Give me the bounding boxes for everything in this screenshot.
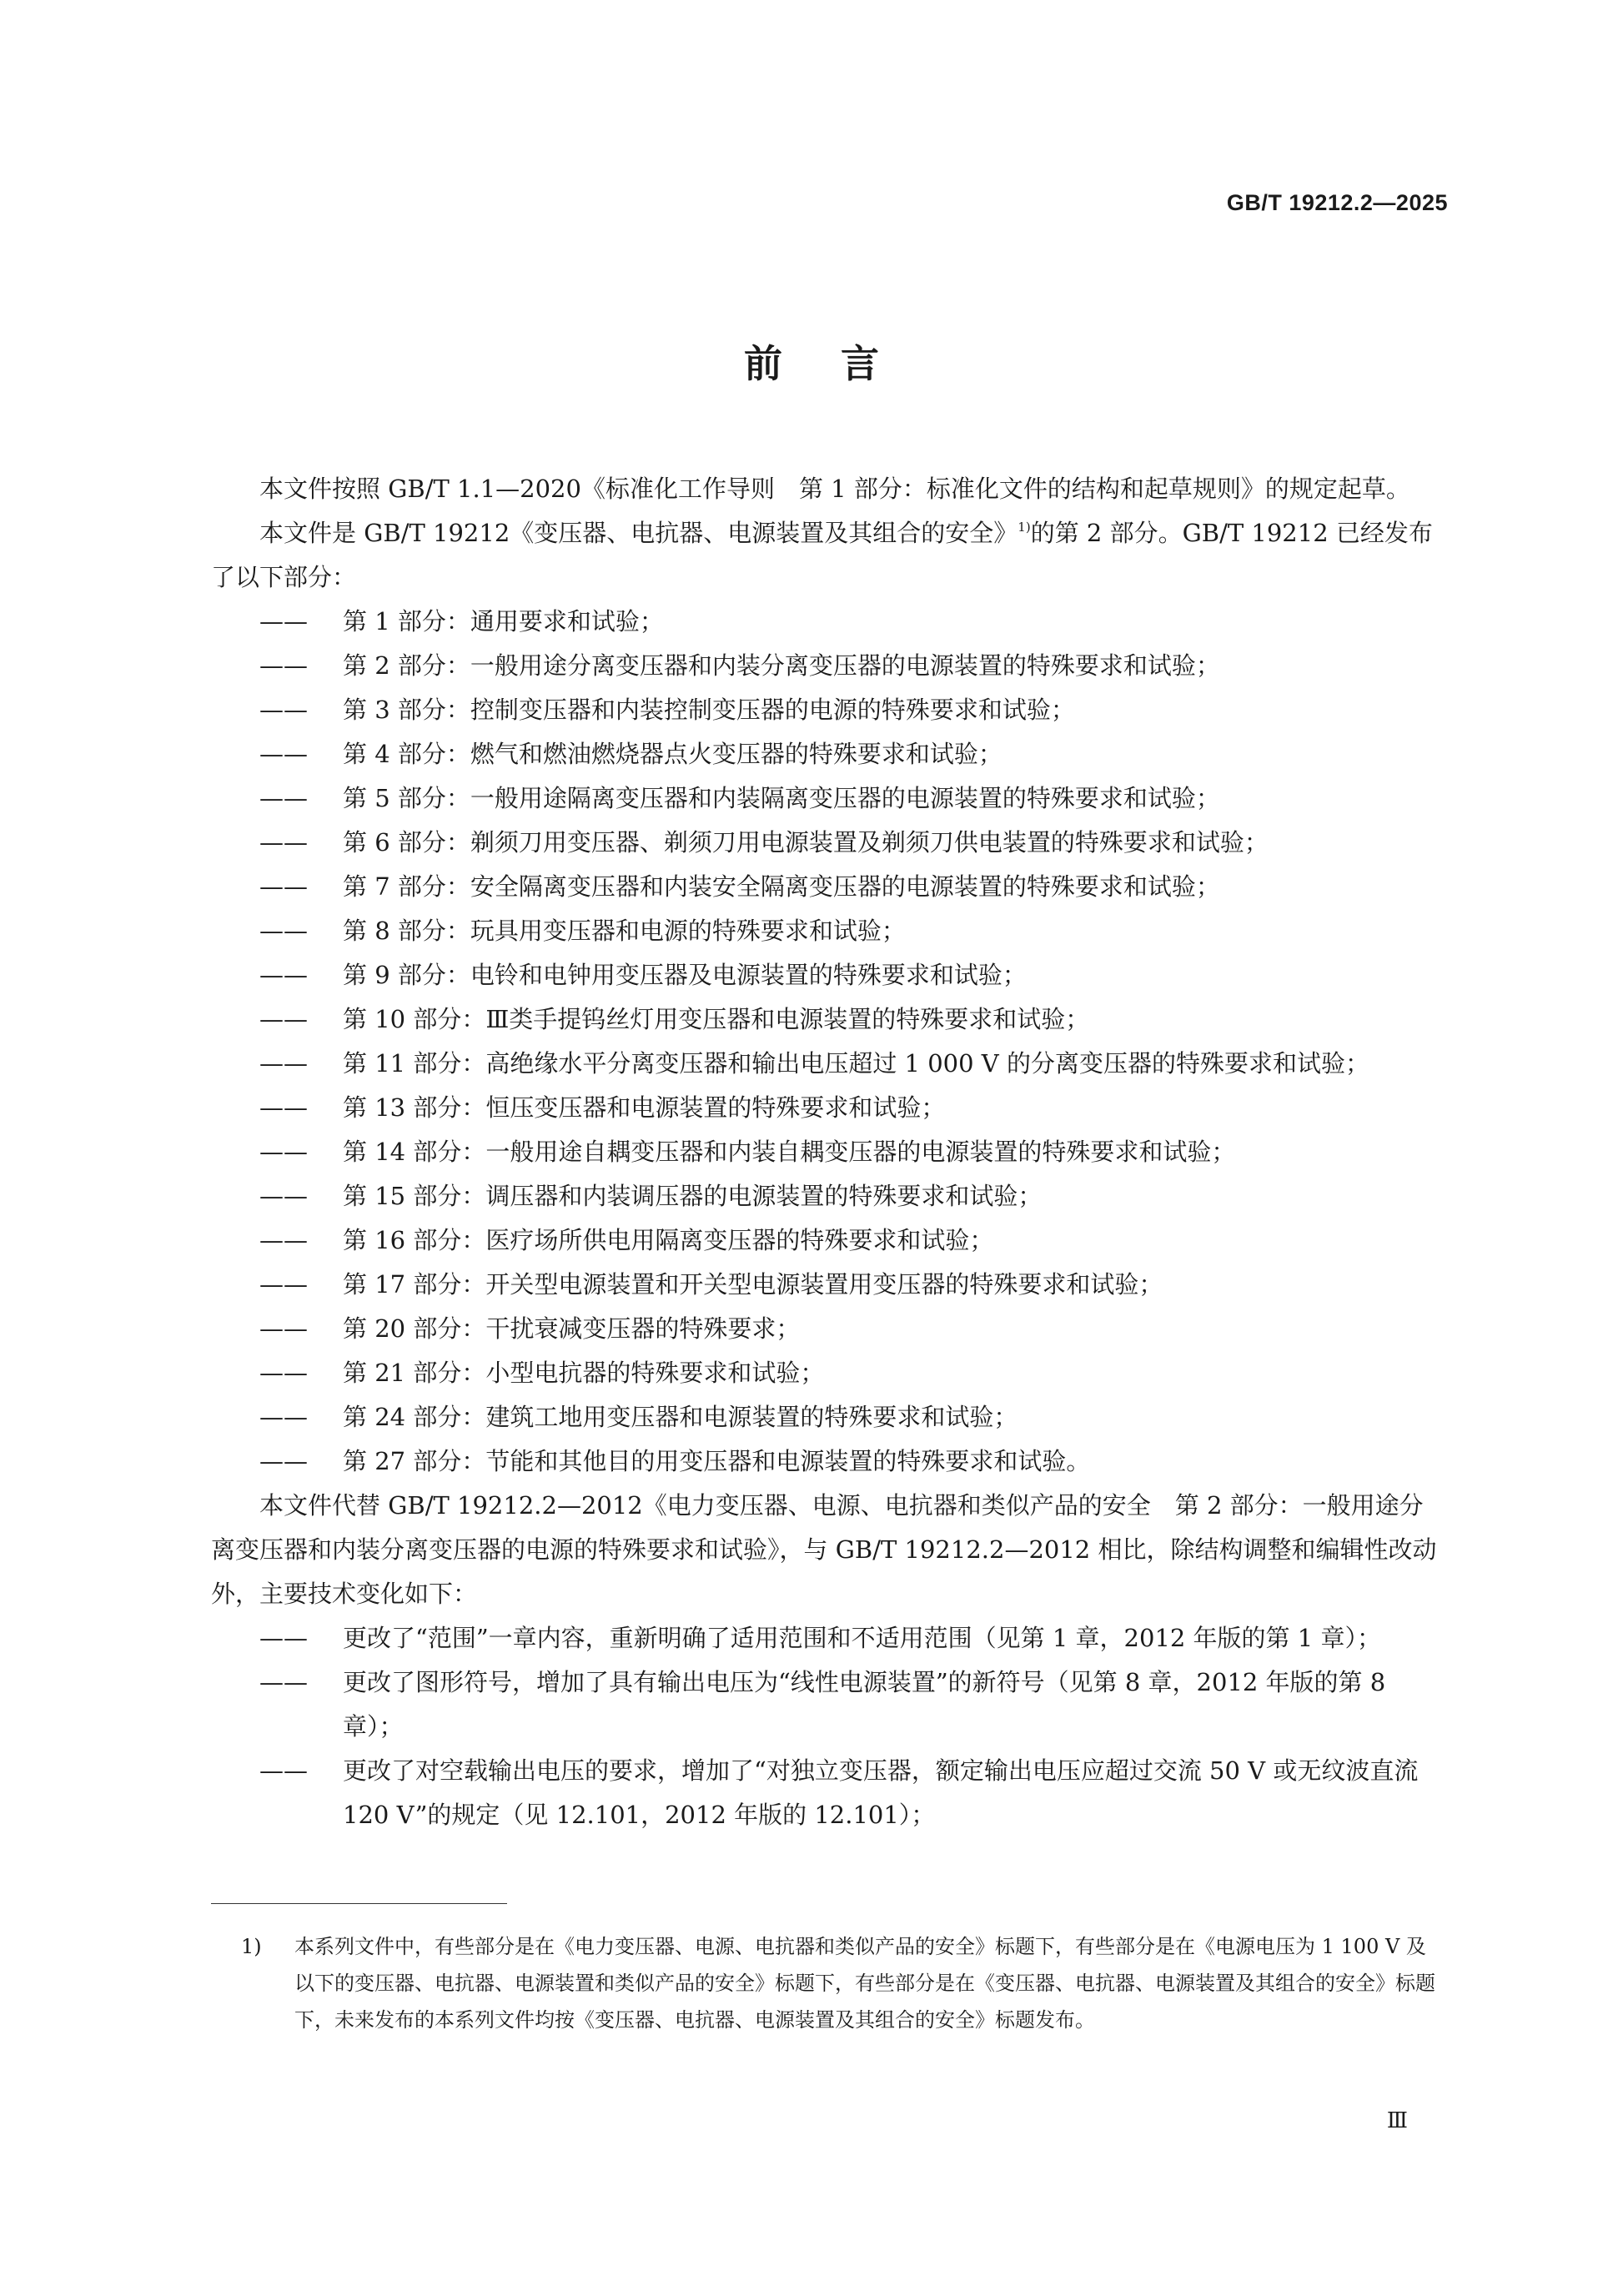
part-item	[259, 953, 1441, 997]
list-dash: ——	[259, 1447, 308, 1475]
part-item	[259, 1042, 1441, 1086]
change-item	[259, 1749, 1441, 1837]
part-item-text: 第 5 部分：一般用途隔离变压器和内装隔离变压器的电源装置的特殊要求和试验；	[343, 784, 1220, 812]
change-item-text: 更改了对空载输出电压的要求，增加了“对独立变压器，额定输出电压应超过交流 50 V 或无纹波直流 120 V”的规定（见 12.101，2012 年版的 12.101）；	[343, 1756, 1419, 1829]
changes-list	[211, 1616, 1441, 1837]
part-item-text: 第 3 部分：控制变压器和内装控制变压器的电源的特殊要求和试验；	[343, 696, 1075, 724]
list-dash: ——	[259, 917, 308, 945]
paragraph-2	[211, 511, 1441, 600]
footnote-mark: 1)	[241, 1935, 262, 1958]
part-item-text: 第 27 部分：节能和其他目的用变压器和电源装置的特殊要求和试验。	[343, 1447, 1091, 1475]
part-item-text: 第 2 部分：一般用途分离变压器和内装分离变压器的电源装置的特殊要求和试验；	[343, 651, 1220, 680]
paragraph-3: 本文件代替 GB/T 19212.2—2012《电力变压器、电源、电抗器和类似产品的安全 第 2 部分：一般用途分离变压器和内装分离变压器的电源的特殊要求和试验》，与 GB/T 19212.2—2012 相比，除结构调整和编辑性改动外，主要技术变化如下：	[211, 1491, 1437, 1608]
list-dash: ——	[259, 651, 308, 680]
standard-number: GB/T 19212.2—2025	[1226, 190, 1448, 215]
part-item-text: 第 1 部分：通用要求和试验；	[343, 607, 664, 636]
list-dash: ——	[259, 1093, 308, 1122]
parts-list	[211, 600, 1441, 1484]
part-item-text: 第 4 部分：燃气和燃油燃烧器点火变压器的特殊要求和试验；	[343, 740, 1002, 768]
list-dash: ——	[259, 828, 308, 857]
footnote-divider	[211, 1903, 507, 1904]
part-item-text: 第 8 部分：玩具用变压器和电源的特殊要求和试验；	[343, 917, 906, 945]
list-dash: ——	[259, 1624, 308, 1652]
part-item-text: 第 9 部分：电铃和电钟用变压器及电源装置的特殊要求和试验；	[343, 961, 1027, 989]
part-item	[259, 1218, 1441, 1263]
part-item	[259, 1174, 1441, 1218]
list-dash: ——	[259, 1756, 308, 1785]
change-item	[259, 1660, 1441, 1749]
list-dash: ——	[259, 1314, 308, 1343]
document-body	[211, 467, 1441, 1837]
paragraph-2-text-a: 本文件是 GB/T 19212《变压器、电抗器、电源装置及其组合的安全》	[259, 519, 1018, 547]
part-item	[259, 732, 1441, 776]
part-item	[259, 1130, 1441, 1174]
list-dash: ——	[259, 1138, 308, 1166]
change-item	[259, 1616, 1441, 1660]
paragraph-1: 本文件按照 GB/T 1.1—2020《标准化工作导则 第 1 部分：标准化文件的结构和起草规则》的规定起草。	[259, 475, 1410, 503]
part-item	[259, 909, 1441, 953]
page-title: 前言	[744, 341, 937, 386]
paragraph-2-text-b: 的第 2 部分。GB/T 19212 已经发布了以下部分：	[211, 519, 1433, 591]
part-item	[259, 865, 1441, 909]
list-dash: ——	[259, 740, 308, 768]
list-dash: ——	[259, 696, 308, 724]
part-item-text: 第 14 部分：一般用途自耦变压器和内装自耦变压器的电源装置的特殊要求和试验；	[343, 1138, 1236, 1166]
list-dash: ——	[259, 1049, 308, 1078]
list-dash: ——	[259, 961, 308, 989]
part-item-text: 第 10 部分：Ⅲ类手提钨丝灯用变压器和电源装置的特殊要求和试验；	[343, 1005, 1090, 1033]
part-item-text: 第 15 部分：调压器和内装调压器的电源装置的特殊要求和试验；	[343, 1182, 1043, 1210]
part-item	[259, 997, 1441, 1042]
part-item	[259, 688, 1441, 732]
part-item	[259, 1395, 1441, 1439]
part-item-text: 第 11 部分：高绝缘水平分离变压器和输出电压超过 1 000 V 的分离变压器的特殊要求和试验；	[343, 1049, 1369, 1078]
page-number: Ⅲ	[1386, 2108, 1408, 2133]
part-item	[259, 600, 1441, 644]
part-item-text: 第 21 部分：小型电抗器的特殊要求和试验；	[343, 1359, 825, 1387]
list-dash: ——	[259, 1403, 308, 1431]
footnote	[211, 1928, 1441, 2038]
part-item	[259, 776, 1441, 821]
change-item-text: 更改了“范围”一章内容，重新明确了适用范围和不适用范围（见第 1 章，2012 年版的第 1 章）；	[343, 1624, 1381, 1652]
part-item	[259, 644, 1441, 688]
part-item-text: 第 16 部分：医疗场所供电用隔离变压器的特殊要求和试验；	[343, 1226, 994, 1254]
part-item	[259, 1351, 1441, 1395]
part-item-text: 第 20 部分：干扰衰减变压器的特殊要求；	[343, 1314, 801, 1343]
list-dash: ——	[259, 1005, 308, 1033]
list-dash: ——	[259, 607, 308, 636]
part-item-text: 第 24 部分：建筑工地用变压器和电源装置的特殊要求和试验；	[343, 1403, 1018, 1431]
footnote-text: 本系列文件中，有些部分是在《电力变压器、电源、电抗器和类似产品的安全》标题下，有些部分是在《电源电压为 1 100 V 及以下的变压器、电抗器、电源装置和类似产品的安全》标题下，有些部分是在《变压器、电抗器、电源装置及其组合的安全》标题下，未来发布的本系列文件均按《变压器、电抗器、电源装置及其组合的安全》标题发布。	[294, 1935, 1435, 2032]
part-item	[259, 821, 1441, 865]
part-item	[259, 1086, 1441, 1130]
list-dash: ——	[259, 784, 308, 812]
footnote-ref[interactable]: 1)	[1018, 520, 1031, 535]
part-item	[259, 1263, 1441, 1307]
list-dash: ——	[259, 1668, 308, 1696]
list-dash: ——	[259, 1270, 308, 1299]
list-dash: ——	[259, 1182, 308, 1210]
change-item-text: 更改了图形符号，增加了具有输出电压为“线性电源装置”的新符号（见第 8 章，2012 年版的第 8 章）；	[343, 1668, 1386, 1741]
part-item-text: 第 7 部分：安全隔离变压器和内装安全隔离变压器的电源装置的特殊要求和试验；	[343, 872, 1220, 901]
list-dash: ——	[259, 1359, 308, 1387]
part-item	[259, 1439, 1441, 1484]
list-dash: ——	[259, 1226, 308, 1254]
part-item	[259, 1307, 1441, 1351]
list-dash: ——	[259, 872, 308, 901]
part-item-text: 第 6 部分：剃须刀用变压器、剃须刀用电源装置及剃须刀供电装置的特殊要求和试验；	[343, 828, 1269, 857]
part-item-text: 第 13 部分：恒压变压器和电源装置的特殊要求和试验；	[343, 1093, 946, 1122]
part-item-text: 第 17 部分：开关型电源装置和开关型电源装置用变压器的特殊要求和试验；	[343, 1270, 1163, 1299]
